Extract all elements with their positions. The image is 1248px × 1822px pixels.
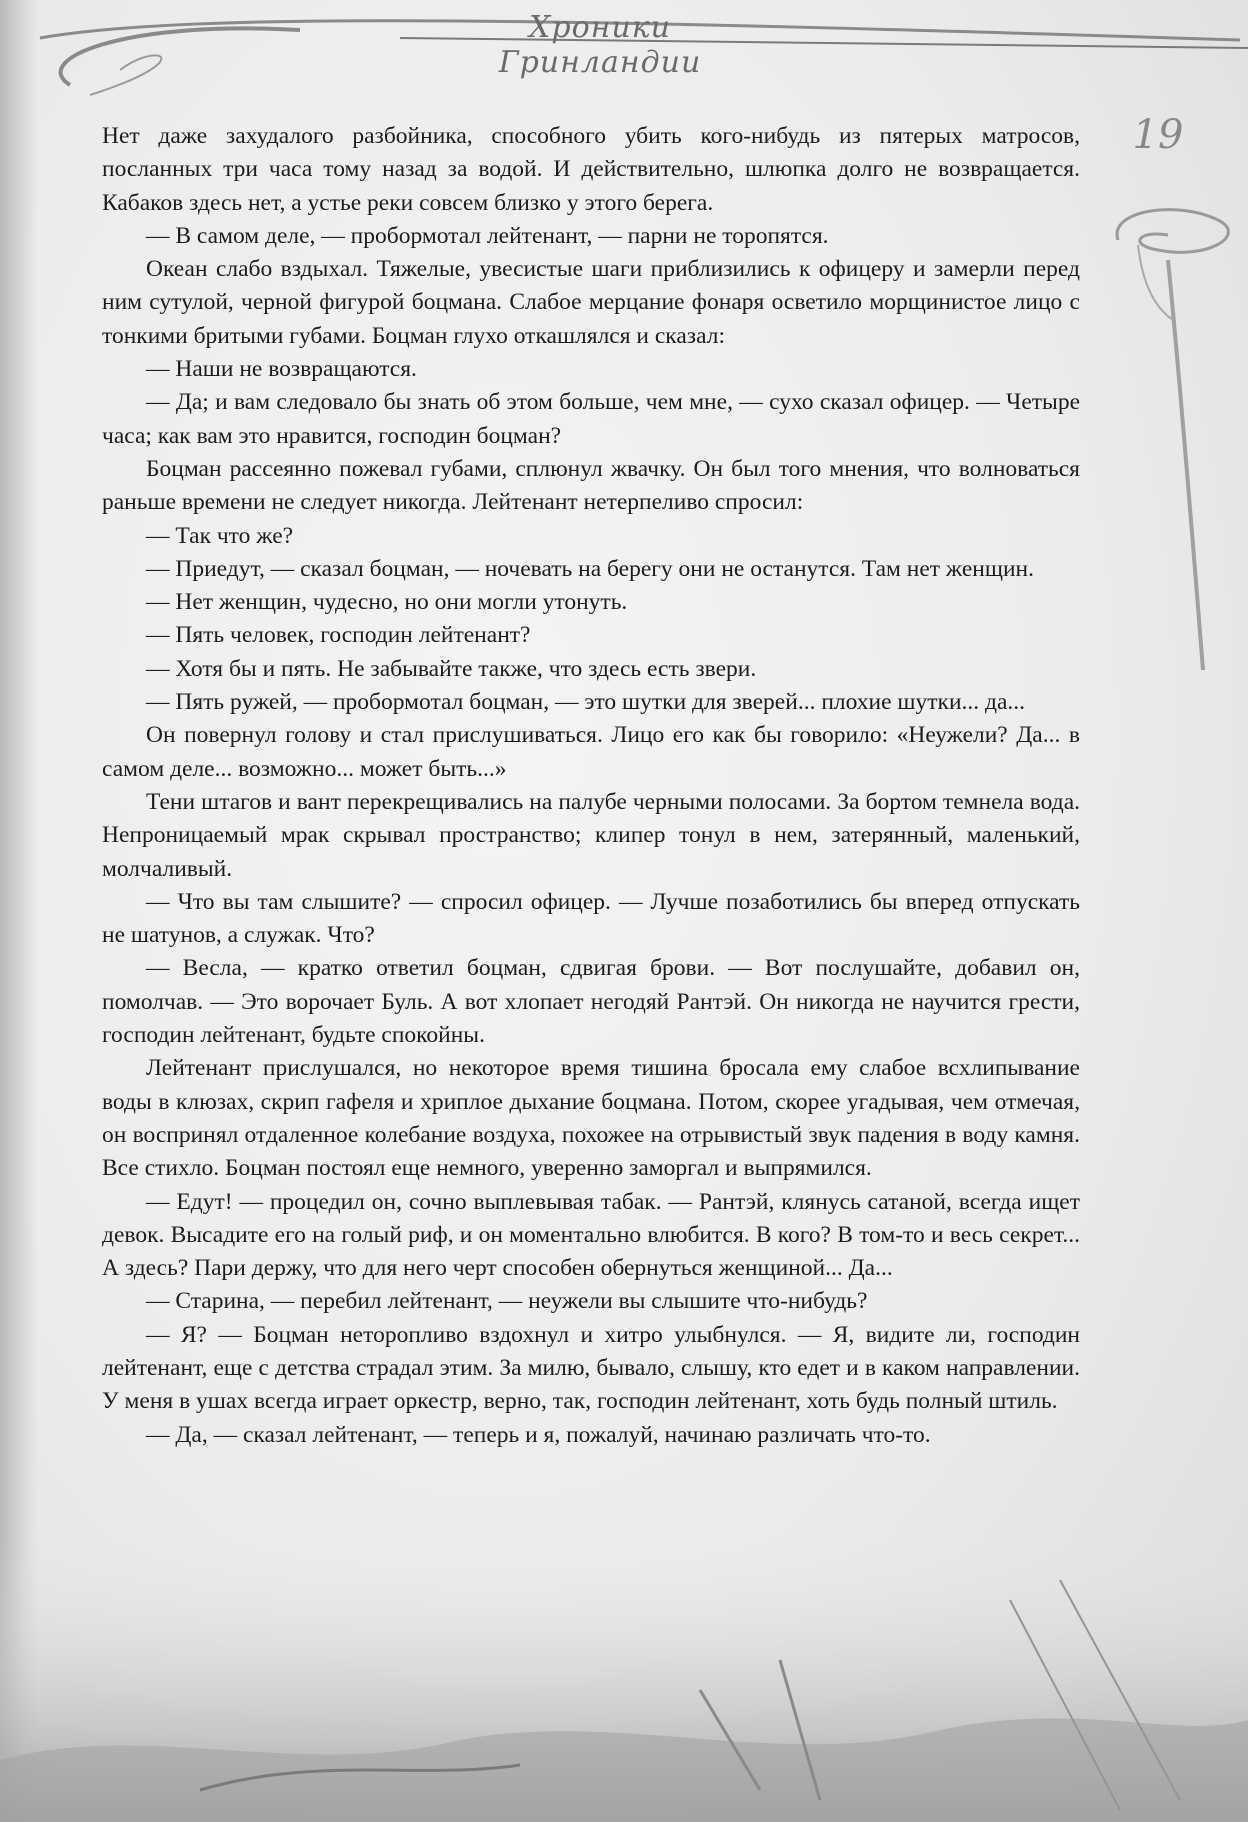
paragraph: — Пять человек, господин лейтенант? bbox=[146, 622, 531, 649]
paragraph: — Что вы там слышите? — спросил офицер. — Лучше позаботились бы вперед отпускать не шатунов, а служак. Что? bbox=[102, 888, 1080, 949]
paragraph: — Едут! — процедил он, сочно выплевывая табак. — Рантэй, клянусь сатаной, всегда ищет девок. Высадите его на голый риф, и он моментально влюбится. В кого? В том-то и весь секрет... А здесь? Пари держу, что для него черт способен обернуться женщиной... Да... bbox=[102, 1188, 1080, 1282]
paragraph: Он повернул голову и стал прислушиваться. Лицо его как бы говорило: «Неужели? Да... в самом деле... возможно... может быть...» bbox=[102, 722, 1080, 782]
paragraph: — Старина, — перебил лейтенант, — неужели вы слышите что-нибудь? bbox=[146, 1288, 868, 1315]
paragraph: — Приедут, — сказал боцман, — ночевать на берегу они не останутся. Там нет женщин. bbox=[146, 555, 1034, 582]
running-header: Хроники Гринландии bbox=[498, 10, 702, 80]
paragraph: — Я? — Боцман неторопливо вздохнул и хитро улыбнулся. — Я, видите ли, господин лейтенант, еще с детства страдал этим. За милю, бывало, слышу, кто едет и в каком направлении. У меня в ушах всегда играет оркестр, верно, так, господин лейтенант, хоть будь полный штиль. bbox=[102, 1321, 1080, 1415]
paragraph: Тени штагов и вант перекрещивались на палубе черными полосами. За бортом темнела вода. Непроницаемый мрак скрывал пространство; клипер тонул в нем, затерянный, маленький, молчаливый. bbox=[102, 788, 1080, 882]
body-text bbox=[102, 120, 1080, 1452]
paragraph: — Хотя бы и пять. Не забывайте также, что здесь есть звери. bbox=[146, 655, 757, 682]
paragraph: Нет даже захудалого разбойника, способного убить кого-нибудь из пятерых матросов, посланных три часа тому назад за водой. И действительно, шлюпка долго не возвращается. Кабаков здесь нет, а устье реки совсем близко у этого берега. bbox=[102, 123, 1080, 216]
paragraph: — Да, — сказал лейтенант, — теперь и я, пожалуй, начинаю различать что-то. bbox=[146, 1421, 931, 1448]
page-number: 19 bbox=[1132, 112, 1184, 158]
paragraph: — Наши не возвращаются. bbox=[146, 356, 417, 383]
engraving-illustration bbox=[0, 1540, 1248, 1822]
paragraph: Боцман рассеянно пожевал губами, сплюнул жвачку. Он был того мнения, что волноваться раньше времени не следует никогда. Лейтенант нетерпеливо спросил: bbox=[102, 455, 1080, 516]
paragraph: — Да; и вам следовало бы знать об этом больше, чем мне, — сухо сказал офицер. — Четыре часа; как вам это нравится, господин боцман? bbox=[102, 389, 1080, 449]
paragraph: — Так что же? bbox=[146, 522, 294, 549]
paragraph: — Пять ружей, — пробормотал боцман, — это шутки для зверей... плохие шутки... да... bbox=[146, 689, 1026, 716]
paragraph: — Весла, — кратко ответил боцман, сдвигая брови. — Вот послушайте, добавил он, помолчав. — Это ворочает Буль. А вот хлопает негодяй Рантэй. Он никогда не научится грести, господин лейтенант, будьте спокойны. bbox=[102, 955, 1080, 1049]
paragraph: Океан слабо вздыхал. Тяжелые, увесистые шаги приблизились к офицеру и замерли перед ним сутулой, черной фигурой боцмана. Слабое мерцание фонаря осветило морщинистое лицо с тонкими бритыми губами. Боцман глухо откашлялся и сказал: bbox=[102, 256, 1080, 349]
paragraph: — В самом деле, — пробормотал лейтенант, — парни не торопятся. bbox=[146, 222, 829, 249]
paragraph: — Нет женщин, чудесно, но они могли утонуть. bbox=[146, 589, 628, 616]
decorative-flourish bbox=[1098, 200, 1248, 700]
paragraph: Лейтенант прислушался, но некоторое время тишина бросала ему слабое всхлипывание воды в клюзах, скрип гафеля и хриплое дыхание боцмана. Потом, скорее угадывая, чем отмечая, он воспринял отдаленное колебание воздуха, похожее на отрывистый звук падения в воду камня. Все стихло. Боцман постоял еще немного, уверенно заморгал и выпрямился. bbox=[102, 1055, 1080, 1182]
